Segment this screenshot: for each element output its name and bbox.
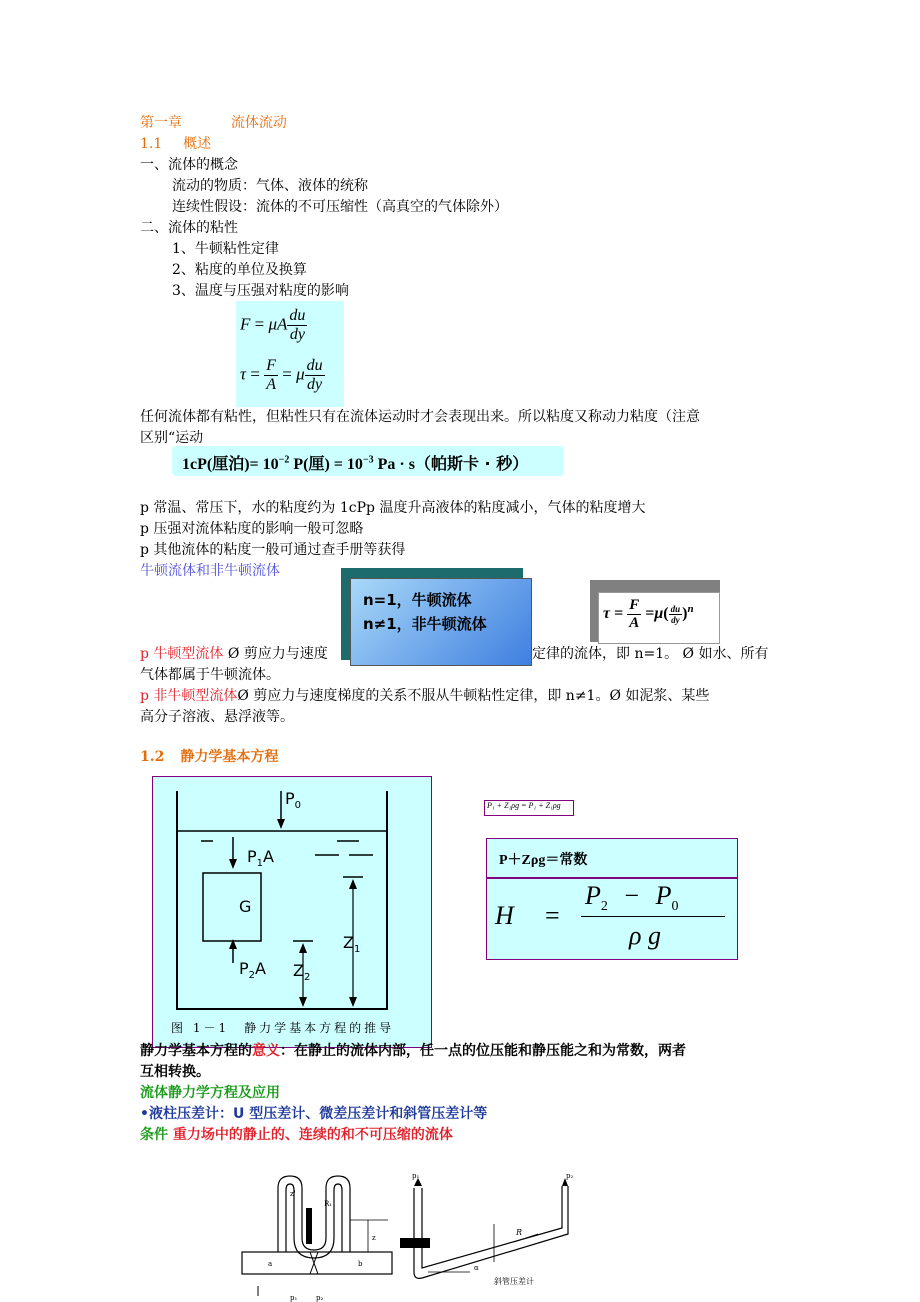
section-1-heading [140, 134, 211, 154]
concept-line-2: 连续性假设：流体的不可压缩性（高真空的气体除外） [172, 199, 508, 215]
statics-figure-drawing [153, 777, 431, 1047]
newton-law-formula-box [236, 301, 344, 407]
label-z2: $Z_2$ [293, 961, 311, 984]
newtonian-box-line-2: n≠1，非牛顿流体 [363, 615, 487, 633]
head-h: H [495, 901, 514, 930]
manometer-figure [238, 1168, 590, 1302]
meaning-line-2: 互相转换。 [140, 1064, 210, 1080]
viscosity-item-3: 3、温度与压强对粘度的影响 [172, 283, 349, 299]
label-fig2-bottom-p2: p₂ [316, 1294, 324, 1302]
label-incline-manometer: 斜管压差计 [494, 1277, 534, 1286]
statics-figure [152, 776, 432, 1048]
bullet-1: p 常温、常压下，水的粘度约为 1cPp 温度升高液体的粘度减小，气体的粘度增大 [140, 500, 646, 516]
para1-line-1: 任何流体都有粘性，但粘性只有在流体运动时才会表现出来。所以粘度又称动力粘度（注意 [140, 409, 700, 425]
label-fig2-r1: R₁ [324, 1200, 333, 1208]
para1-line-2: 区别“运动 [140, 430, 204, 446]
head-eq: = [545, 901, 560, 930]
unit-formula-box [172, 446, 564, 476]
section-1-title: 概述 [183, 136, 212, 152]
figure-1-caption: 图 1－1 静力学基本方程的推导 [171, 1021, 395, 1035]
applications-bullet: •液柱压差计：U 型压差计、微差压差计和斜管压差计等 [140, 1106, 488, 1122]
viscosity-item-1: 1、牛顿粘性定律 [172, 241, 279, 257]
newton-law-formula-1: F = μA $\frac{du}{dy}$ [240, 307, 306, 343]
newtonian-type-2-line-2: 高分子溶液、悬浮液等。 [140, 709, 294, 725]
label-z1: $Z_1$ [343, 933, 361, 956]
constant-equation-box [486, 838, 738, 878]
label-p1a: $P_1A$ [247, 847, 274, 870]
concept-line-1: 流动的物质：气体、液体的统称 [172, 178, 368, 194]
section-1-number: 1.1 [140, 136, 163, 152]
bullet-2: p 压强对流体粘度的影响一般可忽略 [140, 521, 364, 537]
label-fig2-a: a [268, 1260, 273, 1268]
applications-heading: 流体静力学方程及应用 [140, 1085, 280, 1101]
head-fraction-bar [581, 916, 725, 917]
viscosity-heading: 二、流体的粘性 [140, 220, 238, 236]
newtonian-type-1-tail: 定律的流体，即 n=1。 Ø 如水、所有 [532, 646, 769, 662]
chapter-number: 第一章 [140, 115, 182, 131]
applications-condition: 条件 重力场中的静止的、连续的和不可压缩的流体 [140, 1127, 453, 1143]
newtonian-heading: 牛顿流体和非牛顿流体 [140, 563, 280, 579]
label-fig2-r: R [516, 1228, 523, 1237]
label-g: G [239, 897, 252, 916]
newtonian-box-line-1: n=1，牛顿流体 [363, 591, 472, 609]
newtonian-type-1-line-1: p 牛顿型流体 Ø 剪应力与速度 [140, 646, 328, 662]
newtonian-box [350, 578, 532, 666]
label-fig2-p2: p₂ [566, 1172, 574, 1180]
concept-heading: 一、流体的概念 [140, 157, 238, 173]
unit-formula: 1cP(厘泊)= $10^{-2}$ P(厘) = $10^{-3}$ Pa · s（帕斯卡 · 秒） [182, 454, 529, 473]
label-fig2-p1: p₁ [412, 1172, 420, 1180]
meaning-line-1: 静力学基本方程的意义：在静止的流体内部，任一点的位压能和静压能之和为常数，两者 [140, 1043, 686, 1059]
newtonian-type-1-line-2: 气体都属于牛顿流体。 [140, 667, 280, 683]
head-equation-box [486, 878, 738, 960]
power-law-formula-box [598, 592, 720, 644]
chapter-heading [140, 113, 287, 133]
label-fig2-bottom-p1: p₁ [290, 1294, 298, 1302]
label-fig2-z: z [372, 1234, 376, 1242]
viscosity-item-2: 2、粘度的单位及换算 [172, 262, 307, 278]
constant-equation: P＋Zρg＝常数 [499, 853, 588, 868]
section-2-heading: 1.2 静力学基本方程 [140, 749, 279, 765]
label-fig2-z-prime: z' [290, 1190, 296, 1198]
label-fig2-alpha: α [474, 1264, 479, 1272]
label-fig2-b: b [358, 1260, 363, 1268]
head-denominator: ρ g [629, 921, 661, 950]
label-p0: $P_0$ [285, 789, 302, 812]
small-equation: P₁ + Z₁ρg = P₁ + Z₁ρg [487, 801, 561, 810]
power-law-formula: τ = $\frac{F}{A}$ =μ( $\frac{du}{dy}$ )$^n$ [603, 597, 694, 631]
newton-law-formula-2: τ = $\frac{F}{A}$ = μ $\frac{du}{dy}$ [240, 357, 323, 393]
small-equation-box [484, 800, 574, 816]
bullet-3: p 其他流体的粘度一般可通过查手册等获得 [140, 542, 406, 558]
newtonian-type-2-line-1: p 非牛顿型流体Ø 剪应力与速度梯度的关系不服从牛顿粘性定律，即 n≠1。Ø 如泥浆、某些 [140, 688, 710, 704]
label-p2a: $P_2A$ [239, 959, 266, 982]
head-numerator: $P_2 - P_0$ [585, 881, 679, 915]
chapter-name: 流体流动 [230, 115, 287, 131]
manometer-drawing [238, 1168, 590, 1302]
